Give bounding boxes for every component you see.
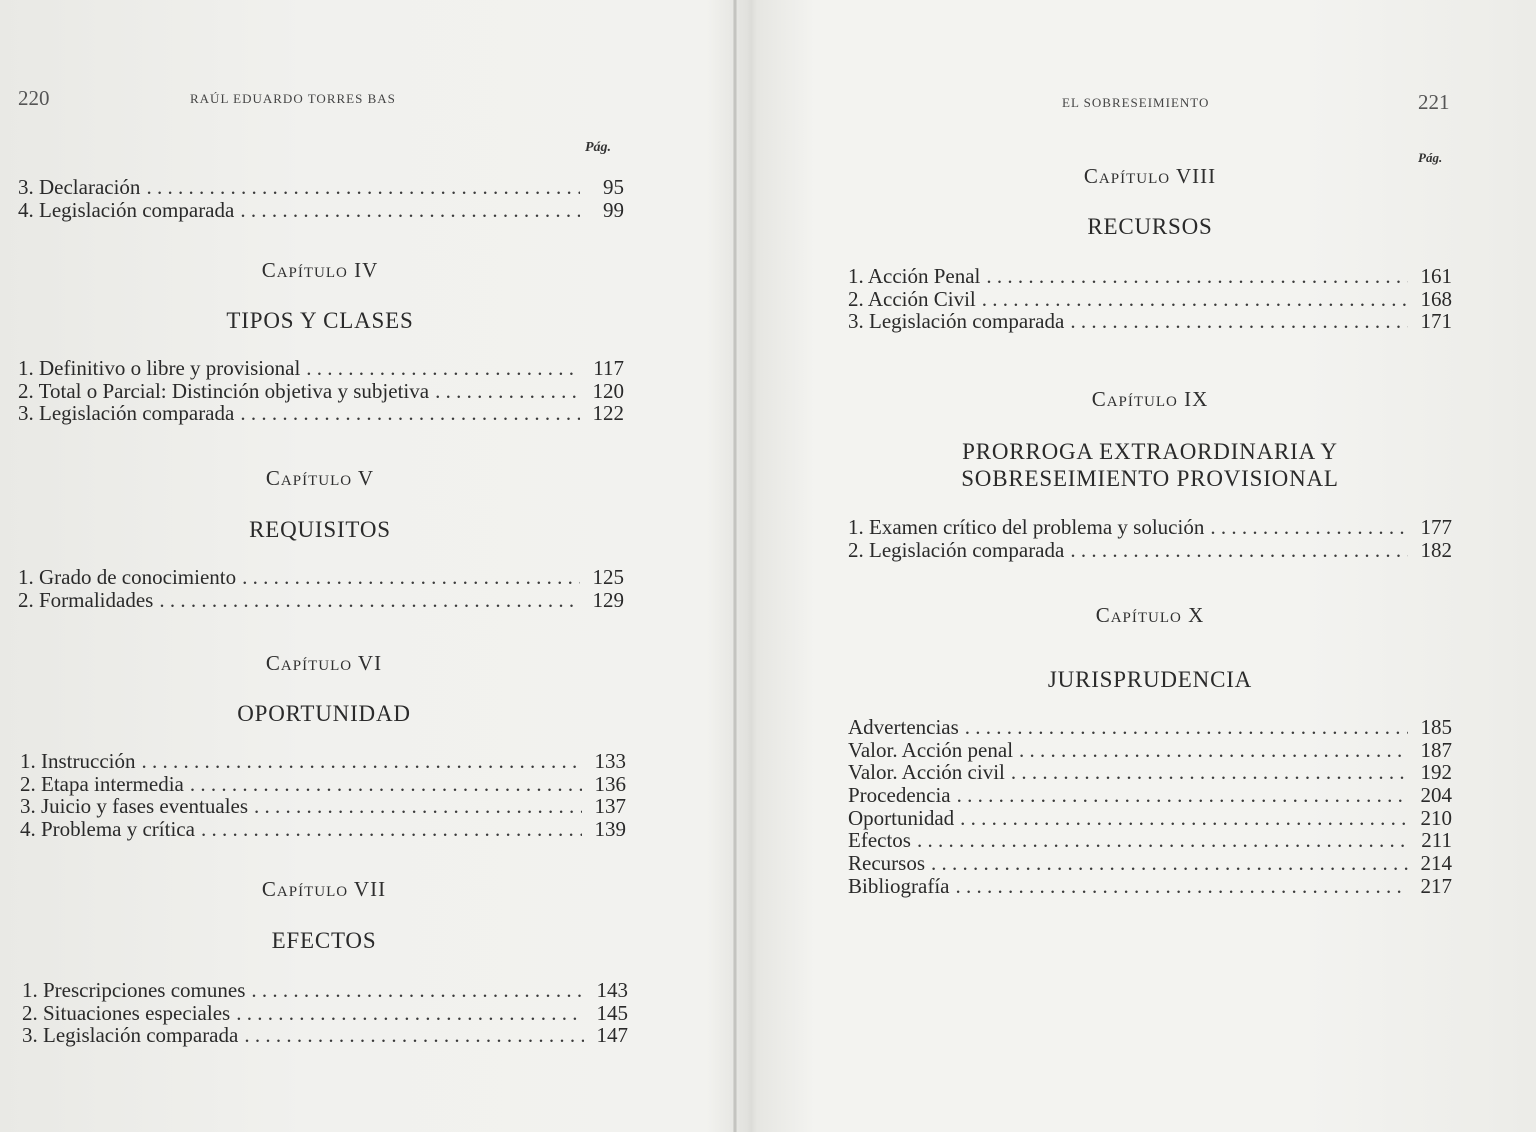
toc-entry	[20, 795, 626, 818]
entry-label: 2. Total o Parcial: Distinción objetiva y subjetiva	[18, 378, 430, 403]
toc-entry	[18, 380, 624, 403]
dot-leader	[251, 979, 584, 1002]
entry-page: 95	[603, 175, 624, 199]
chapter-entries	[848, 516, 1452, 561]
chapter-entries	[18, 357, 624, 425]
entry-label: 1. Grado de conocimiento	[18, 565, 237, 589]
toc-entry	[22, 979, 628, 1002]
toc-entry	[20, 750, 626, 773]
toc-entry	[18, 176, 624, 199]
toc-entry	[848, 265, 1452, 288]
entry-page: 210	[1420, 805, 1452, 830]
toc-entry	[848, 516, 1452, 539]
dot-leader	[141, 750, 582, 773]
entry-label: Recursos	[848, 851, 925, 876]
entry-label: 3. Legislación comparada	[848, 309, 1065, 334]
entry-label: 1. Acción Penal	[848, 264, 981, 288]
chapter-entries	[18, 566, 624, 611]
entry-page: 161	[1420, 264, 1452, 288]
entry-page: 125	[592, 565, 624, 589]
entry-label: Valor. Acción penal	[848, 737, 1014, 762]
chapter-heading: Capítulo IV	[261, 258, 379, 282]
entry-page: 139	[594, 817, 626, 842]
dot-leader	[435, 380, 580, 403]
entry-page: 204	[1420, 783, 1452, 808]
chapter-entries	[848, 265, 1452, 333]
toc-entry	[22, 1002, 628, 1025]
entry-label: Oportunidad	[848, 805, 955, 830]
running-head: EL SOBRESEIMIENTO	[1062, 95, 1210, 110]
chapter-heading: Capítulo VI	[265, 651, 383, 675]
entry-label: Procedencia	[848, 783, 951, 808]
pag-label: Pág.	[1418, 150, 1443, 165]
chapter-heading: Capítulo X	[1095, 603, 1205, 627]
entry-label: 3. Legislación comparada	[22, 1023, 239, 1048]
page-number: 220	[18, 86, 50, 110]
right-page	[737, 0, 1536, 1132]
chapter-entries	[22, 979, 628, 1047]
dot-leader	[965, 716, 1408, 739]
dot-leader	[1019, 739, 1408, 762]
entry-label: 1. Prescripciones comunes	[22, 978, 246, 1002]
dot-leader	[201, 818, 582, 841]
toc-entry	[848, 829, 1452, 852]
dot-leader	[986, 265, 1408, 288]
dot-leader	[960, 807, 1408, 830]
entry-page: 136	[594, 771, 626, 796]
entry-page: 182	[1420, 537, 1452, 562]
entry-label: Bibliografía	[848, 873, 950, 898]
entry-page: 129	[592, 587, 624, 612]
chapter-title: OPORTUNIDAD	[237, 701, 411, 726]
toc-entries-top	[18, 176, 624, 221]
dot-leader	[190, 773, 582, 796]
dot-leader	[1070, 310, 1408, 333]
dot-leader	[957, 784, 1408, 807]
toc-entry	[22, 1024, 628, 1047]
entry-label: 3. Juicio y fases eventuales	[20, 794, 249, 819]
toc-entry	[18, 566, 624, 589]
entry-page: 211	[1421, 828, 1452, 853]
toc-entry	[848, 761, 1452, 784]
dot-leader	[1210, 516, 1408, 539]
entry-label: 1. Examen crítico del problema y solución	[848, 515, 1205, 539]
toc-entry	[18, 199, 624, 222]
chapter-heading: Capítulo V	[265, 466, 375, 490]
entry-label: 2. Formalidades	[18, 587, 154, 612]
toc-entry	[18, 357, 624, 380]
chapter-entries	[20, 750, 626, 841]
toc-entry	[848, 716, 1452, 739]
chapter-title: REQUISITOS	[249, 517, 391, 542]
chapter-title: JURISPRUDENCIA	[1047, 667, 1253, 692]
entry-label: Valor. Acción civil	[848, 760, 1005, 785]
chapter-title-line: SOBRESEIMIENTO PROVISIONAL	[961, 466, 1339, 491]
toc-entry	[18, 589, 624, 612]
entry-page: 122	[592, 401, 624, 426]
dot-leader	[1011, 761, 1408, 784]
entry-page: 137	[594, 794, 626, 819]
entry-page: 187	[1420, 737, 1452, 762]
entry-page: 214	[1420, 851, 1452, 876]
chapter-title: RECURSOS	[1087, 214, 1213, 239]
toc-entry	[848, 875, 1452, 898]
dot-leader	[1070, 539, 1408, 562]
entry-page: 168	[1420, 286, 1452, 311]
dot-leader	[982, 288, 1408, 311]
entry-page: 143	[596, 978, 628, 1002]
entry-label: 3. Legislación comparada	[18, 401, 235, 426]
dot-leader	[254, 795, 582, 818]
entry-label: 3. Declaración	[18, 175, 141, 199]
entry-label: Efectos	[848, 828, 911, 853]
entry-label: 1. Instrucción	[20, 749, 136, 773]
toc-entry	[848, 807, 1452, 830]
pag-label: Pág.	[585, 140, 612, 155]
entry-label: 2. Acción Civil	[848, 286, 976, 311]
dot-leader	[931, 852, 1408, 875]
dot-leader	[917, 829, 1408, 852]
dot-leader	[242, 566, 580, 589]
chapter-title-line: PRORROGA EXTRAORDINARIA Y	[962, 439, 1338, 464]
chapter-title	[900, 438, 1400, 492]
entry-page: 117	[593, 356, 624, 380]
left-page	[0, 0, 733, 1132]
entry-label: Advertencias	[848, 715, 959, 739]
entry-page: 120	[592, 378, 624, 403]
toc-entry	[848, 852, 1452, 875]
toc-entry	[18, 402, 624, 425]
toc-entry	[20, 773, 626, 796]
entry-page: 177	[1420, 515, 1452, 539]
chapter-title: TIPOS Y CLASES	[226, 308, 414, 333]
entry-label: 4. Legislación comparada	[18, 197, 235, 222]
entry-page: 185	[1420, 715, 1452, 739]
dot-leader	[240, 402, 580, 425]
entry-page: 133	[594, 749, 626, 773]
dot-leader	[240, 199, 580, 222]
dot-leader	[244, 1024, 584, 1047]
chapter-heading: Capítulo IX	[1091, 387, 1209, 411]
entry-page: 99	[603, 197, 624, 222]
page-number: 221	[1418, 90, 1450, 114]
chapter-title: EFECTOS	[271, 928, 377, 953]
entry-label: 2. Etapa intermedia	[20, 771, 184, 796]
entry-page: 145	[596, 1000, 628, 1025]
chapter-heading: Capítulo VII	[261, 877, 387, 901]
toc-entry	[848, 288, 1452, 311]
toc-entry	[20, 818, 626, 841]
chapter-entries	[848, 716, 1452, 898]
entry-label: 1. Definitivo o libre y provisional	[18, 356, 301, 380]
toc-entry	[848, 739, 1452, 762]
entry-page: 217	[1420, 873, 1452, 898]
chapter-heading: Capítulo VIII	[1083, 164, 1217, 188]
entry-label: 2. Situaciones especiales	[22, 1000, 231, 1025]
dot-leader	[146, 176, 580, 199]
toc-entry	[848, 310, 1452, 333]
running-head: RAÚL EDUARDO TORRES BAS	[190, 91, 396, 106]
entry-label: 2. Legislación comparada	[848, 537, 1065, 562]
entry-page: 192	[1420, 760, 1452, 785]
dot-leader	[955, 875, 1408, 898]
entry-label: 4. Problema y crítica	[20, 817, 195, 842]
entry-page: 171	[1420, 309, 1452, 334]
dot-leader	[236, 1002, 584, 1025]
toc-entry	[848, 784, 1452, 807]
dot-leader	[306, 357, 580, 380]
toc-entry	[848, 539, 1452, 562]
dot-leader	[159, 589, 580, 612]
entry-page: 147	[596, 1023, 628, 1048]
